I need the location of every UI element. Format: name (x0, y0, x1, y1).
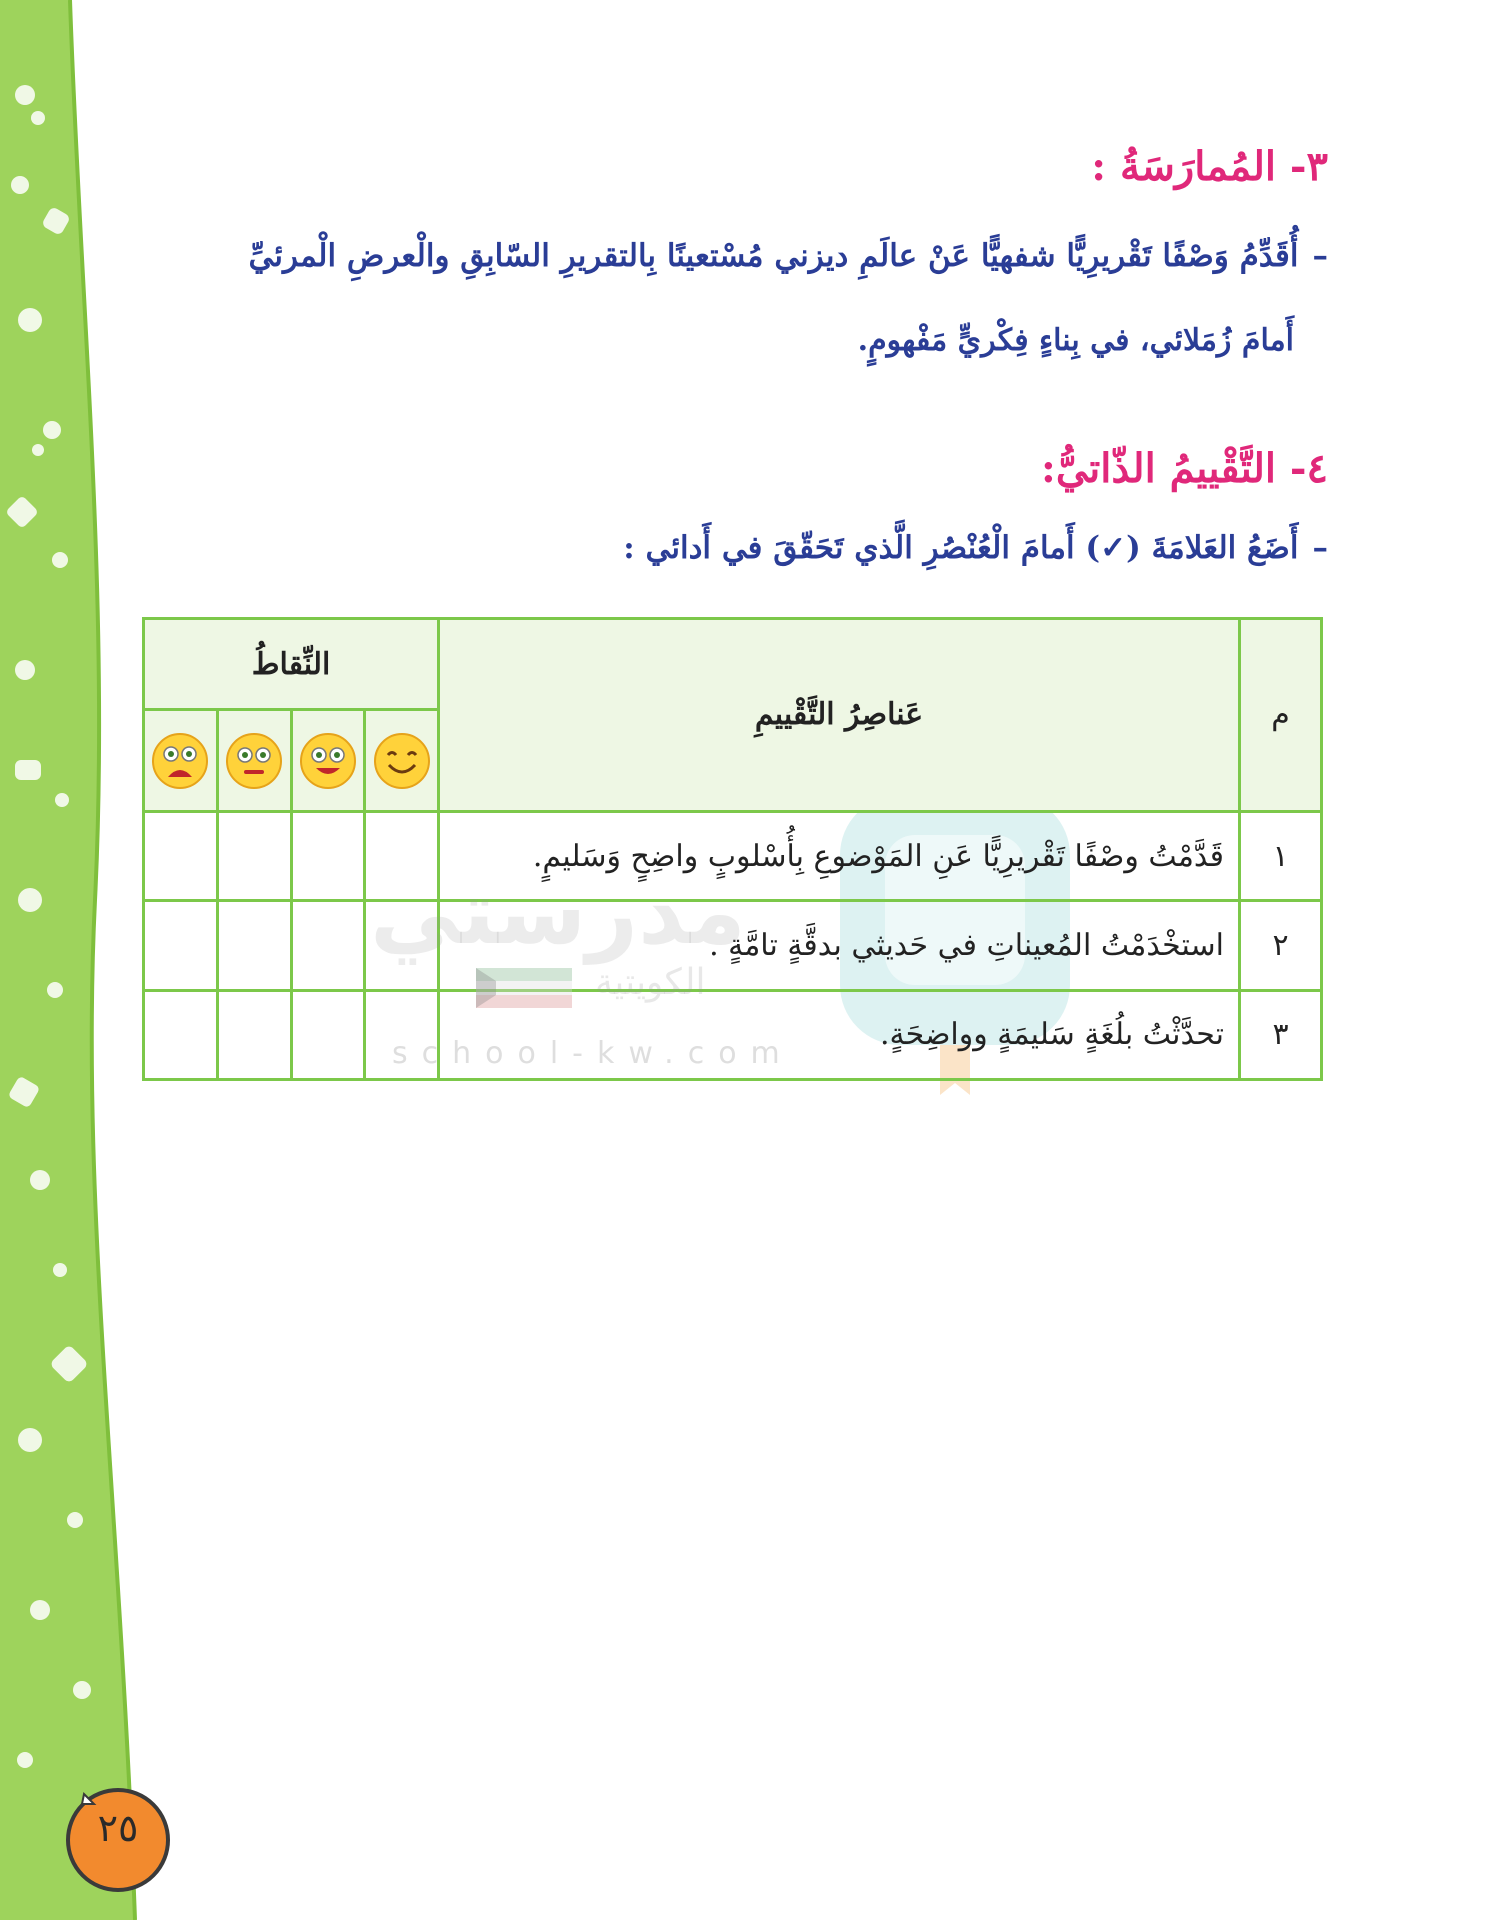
row-item-text: قَدَّمْتُ وصْفًا تَقْريرِيًّا عَنِ المَوْضوعِ بِأُسْلوبٍ واضِحٍ وَسَليمٍ. (439, 811, 1240, 900)
check-cell-happy[interactable] (291, 901, 365, 990)
header-points: النِّقاطُ (144, 619, 439, 710)
check-cell-neutral[interactable] (217, 901, 291, 990)
check-cell-neutral[interactable] (217, 990, 291, 1079)
row-number: ٣ (1240, 990, 1322, 1079)
watermark-subtitle: الكويتية (595, 962, 706, 1003)
self-assessment-table (142, 617, 1323, 1081)
bullet-dash: – (1312, 238, 1328, 274)
face-col-neutral (217, 710, 291, 812)
face-col-sad (144, 710, 218, 812)
header-number: م (1240, 619, 1322, 812)
sad-face-icon (150, 731, 210, 791)
self-assessment-instruction-text: أَضَعُ العَلامَةَ (✓) أَمامَ الْعُنْصُرِ الَّذي تَحَقّقَ في أَدائي : (623, 530, 1299, 566)
check-cell-happy[interactable] (291, 811, 365, 900)
row-item-text: استخْدَمْتُ المُعيناتِ في حَديثي بدقَّةٍ تامَّةٍ . (439, 901, 1240, 990)
bullet-dash: – (1312, 530, 1328, 566)
face-col-happy (291, 710, 365, 812)
practice-instruction-line1 (249, 238, 1329, 274)
check-cell-sad[interactable] (144, 901, 218, 990)
check-cell-happy[interactable] (291, 990, 365, 1079)
watermark-brand: مدرستي (370, 860, 746, 965)
section-title-practice: ٣- المُمارَسَةُ : (1091, 143, 1328, 190)
check-cell-neutral[interactable] (217, 811, 291, 900)
face-col-very-happy (365, 710, 439, 812)
happy-face-icon (298, 731, 358, 791)
very-happy-face-icon (372, 731, 432, 791)
check-cell-sad[interactable] (144, 811, 218, 900)
practice-instruction-line2: أَمامَ زُمَلائي، في بِناءٍ فِكْريٍّ مَفْهومٍ. (857, 323, 1294, 358)
header-assessment-items: عَناصِرُ التَّقْييمِ (439, 619, 1240, 812)
row-item-text: تحدَّثْتُ بلُغَةٍ سَليمَةٍ وواضِحَةٍ. (439, 990, 1240, 1079)
page-number: ٢٥ (97, 1806, 139, 1850)
self-assessment-instruction (623, 530, 1328, 566)
check-cell-sad[interactable] (144, 990, 218, 1079)
practice-line1-text: أُقَدِّمُ وَصْفًا تَقْريرِيًّا شفهيًّا عَنْ عالَمِ ديزني مُسْتعينًا بِالتقريرِ السّابِقِ والْعرضِ الْمرئيِّ (248, 238, 1299, 274)
row-number: ٢ (1240, 901, 1322, 990)
watermark-url: school-kw.com (392, 1036, 794, 1071)
neutral-face-icon (224, 731, 284, 791)
kuwait-flag-icon (476, 968, 572, 1008)
row-number: ١ (1240, 811, 1322, 900)
section-title-self-assessment: ٤- التَّقْييمُ الذّاتيُّ: (1041, 445, 1328, 492)
